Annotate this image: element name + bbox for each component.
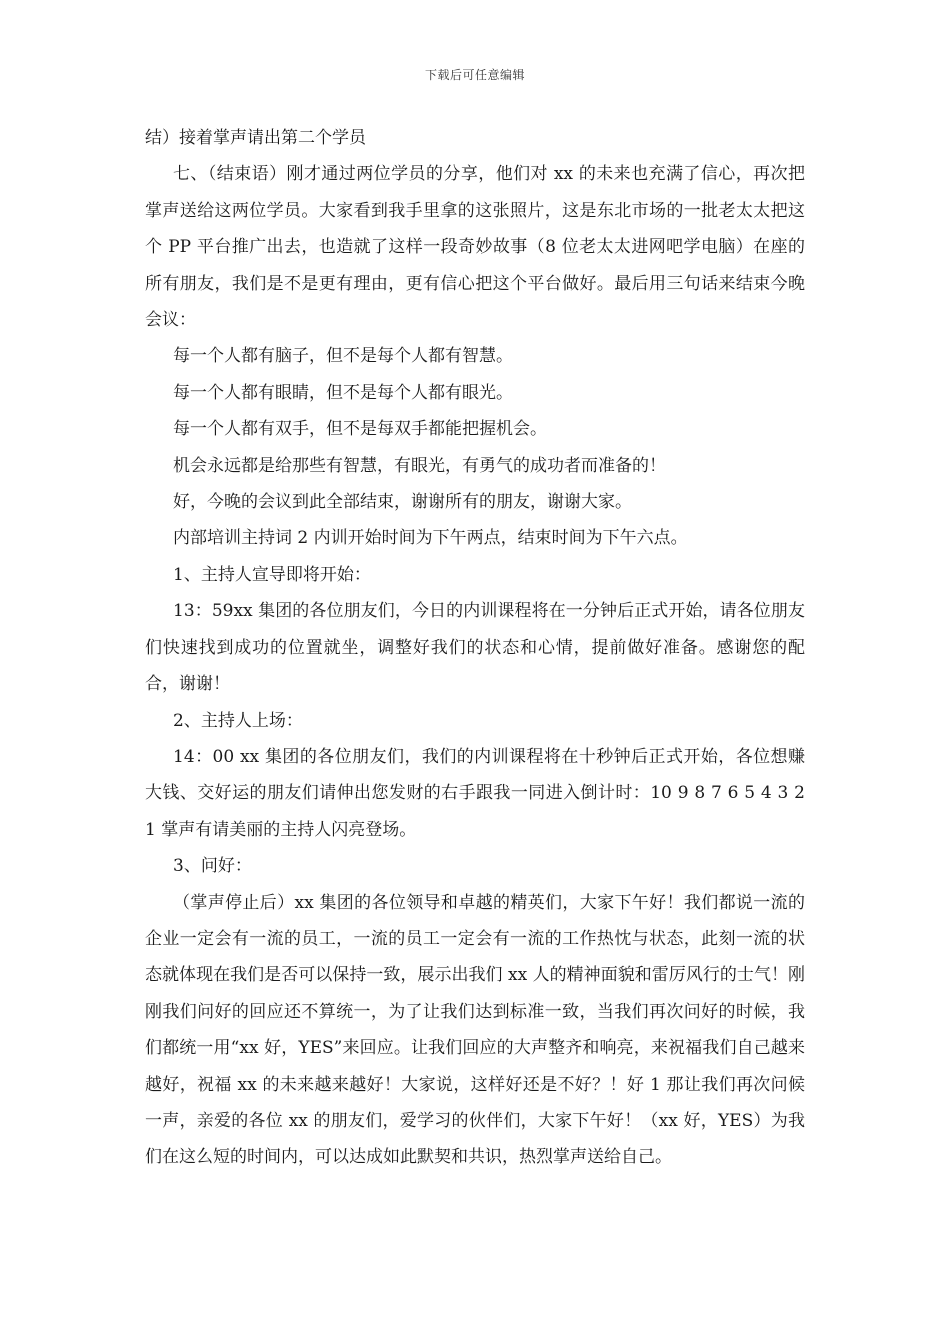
paragraph: 好，今晚的会议到此全部结束，谢谢所有的朋友，谢谢大家。: [173, 492, 632, 513]
section-heading: 2、主持人上场：: [173, 710, 303, 731]
paragraph: 结）接着掌声请出第二个学员: [145, 128, 366, 148]
document-body: [145, 120, 805, 1176]
page-header-watermark: 下载后可任意编辑: [424, 68, 525, 82]
paragraph: 每一个人都有双手，但不是每双手都能把握机会。: [173, 419, 547, 440]
section-heading: 3、问好：: [173, 856, 252, 877]
paragraph: 机会永远都是给那些有智慧，有眼光，有勇气的成功者而准备的！: [173, 455, 666, 476]
paragraph: 七、（结束语）刚才通过两位学员的分享，他们对 xx 的未来也充满了信心，再次把掌声送给这两位学员。大家看到我手里拿的这张照片，这是东北市场的一批老太太把这个 PP 平台推广出去，也造就了这样一段奇妙故事（8 位老太太进网吧学电脑）在座的所有朋友，我们是不是更有理由，更有信心把这个平台做好。最后用三句话来结束今晚会议：: [145, 164, 805, 331]
paragraph: （掌声停止后）xx 集团的各位领导和卓越的精英们，大家下午好！我们都说一流的企业一定会有一流的员工，一流的员工一定会有一流的工作热忱与状态，此刻一流的状态就体现在我们是否可以保持一致，展示出我们 xx 人的精神面貌和雷厉风行的士气！刚刚我们问好的回应还不算统一，为了让我们达到标准一致，当我们再次问好的时候，我们都统一用“xx 好，YES”来回应。让我们回应的大声整齐和响亮，来祝福我们自己越来越好，祝福 xx 的未来越来越好！大家说，这样好还是不好？！好 1 那让我们再次问候一声，亲爱的各位 xx 的朋友们，爱学习的伙伴们，大家下午好！（xx 好，YES）为我们在这么短的时间内，可以达成如此默契和共识，热烈掌声送给自己。: [145, 892, 805, 1168]
paragraph: 内部培训主持词 2 内训开始时间为下午两点，结束时间为下午六点。: [173, 528, 688, 549]
paragraph: 13：59xx 集团的各位朋友们，今日的内训课程将在一分钟后正式开始，请各位朋友们快速找到成功的位置就坐，调整好我们的状态和心情，提前做好准备。感谢您的配合，谢谢！: [145, 601, 805, 695]
paragraph: 每一个人都有眼睛，但不是每个人都有眼光。: [173, 382, 513, 403]
section-heading: 1、主持人宣导即将开始：: [173, 564, 371, 585]
paragraph: 14：00 xx 集团的各位朋友们，我们的内训课程将在十秒钟后正式开始，各位想赚大钱、交好运的朋友们请伸出您发财的右手跟我一同进入倒计时：10 9 8 7 6 5 4 3 2 1 掌声有请美丽的主持人闪亮登场。: [145, 746, 805, 840]
paragraph: 每一个人都有脑子，但不是每个人都有智慧。: [173, 346, 513, 367]
